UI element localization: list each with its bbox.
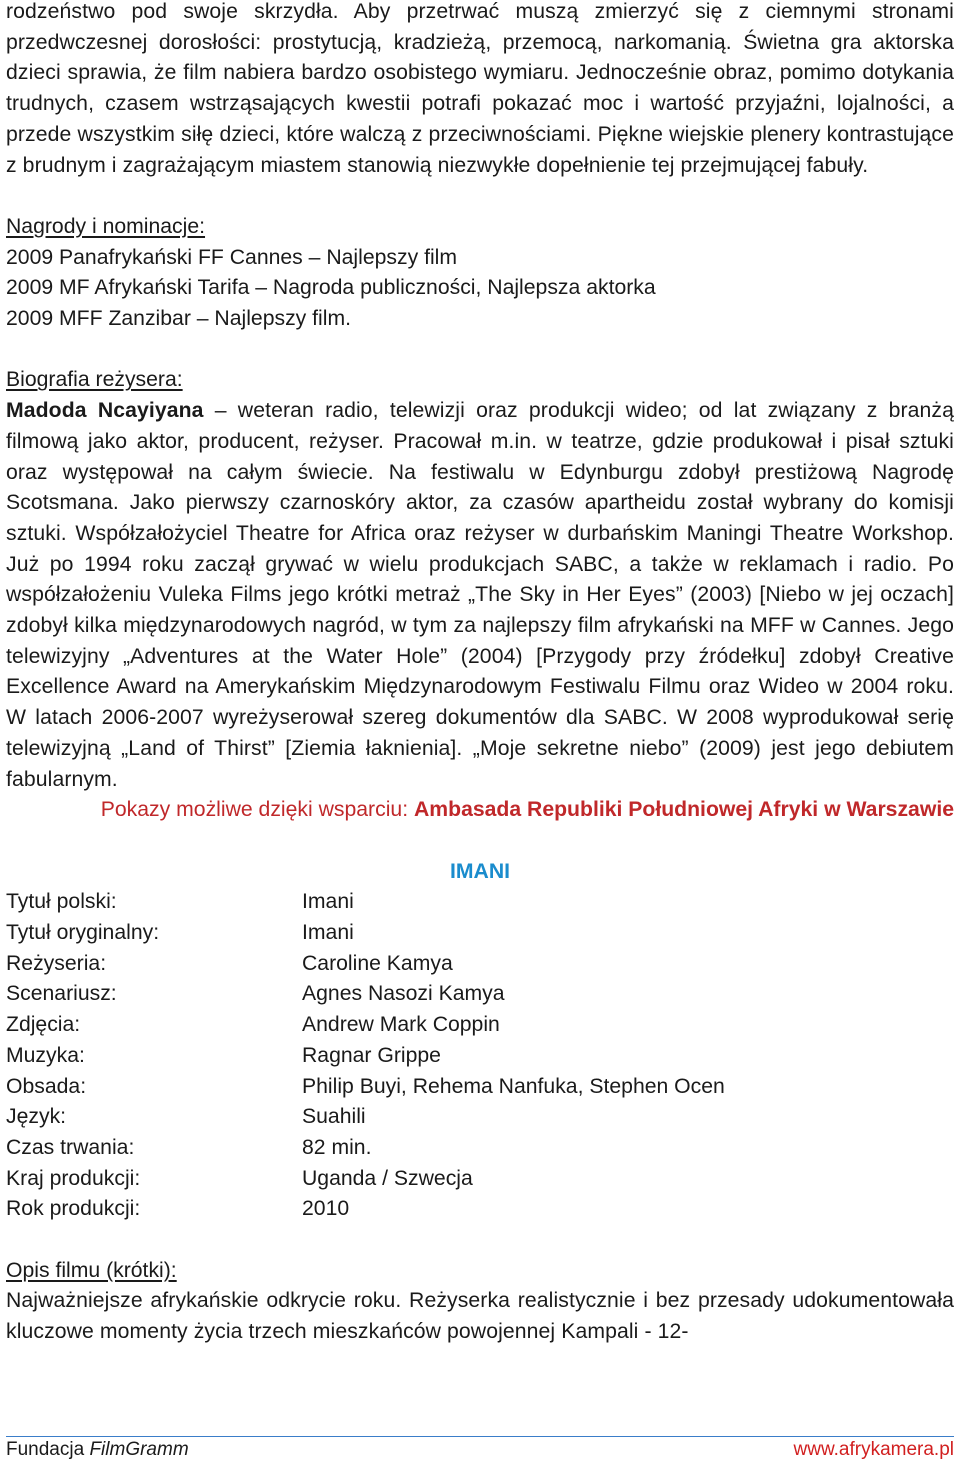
info-label: Tytuł oryginalny:: [6, 921, 160, 945]
description-heading: Opis filmu (krótki):: [6, 1258, 177, 1282]
info-label: Obsada:: [6, 1074, 87, 1098]
info-value: Imani: [302, 921, 354, 945]
info-value: Uganda / Szwecja: [302, 1166, 473, 1190]
info-value: Caroline Kamya: [302, 951, 453, 975]
info-value: Philip Buyi, Rehema Nanfuka, Stephen Ocen: [302, 1074, 725, 1098]
info-label: Język:: [6, 1105, 67, 1129]
info-value: Ragnar Grippe: [302, 1043, 441, 1067]
info-row: [6, 949, 954, 980]
info-label: Rok produkcji:: [6, 1197, 141, 1221]
info-row: [6, 1072, 954, 1103]
info-row: [6, 1164, 954, 1195]
info-row: [6, 1041, 954, 1072]
info-row: [6, 1194, 954, 1225]
info-value: Andrew Mark Coppin: [302, 1013, 500, 1037]
info-row: [6, 979, 954, 1010]
info-value: 2010: [302, 1197, 350, 1221]
award-item: 2009 MF Afrykański Tarifa – Nagroda publiczności, Najlepsza aktorka: [6, 276, 656, 300]
info-value: Imani: [302, 890, 354, 914]
support-label: Pokazy możliwe dzięki wsparciu:: [100, 798, 414, 822]
awards-heading: Nagrody i nominacje:: [6, 214, 206, 238]
director-name: Madoda Ncayiyana: [6, 399, 204, 423]
website-link[interactable]: www.afrykamera.pl: [793, 1439, 954, 1460]
intro-paragraph: rodzeństwo pod swoje skrzydła. Aby przetrwać muszą zmierzyć się z ciemnymi stronami przedwczesnej dorosłości: prostytucją, kradzieżą, przemocą, narkomanią. Świetna gra aktorska dzieci sprawia, że film nabiera bardzo osobistego wymiaru. Jednocześnie obraz, pomimo dotykania trudnych, czasem wstrząsających kwestii potrafi pokazać moc i wartość przyjaźni, lojalności, a przede wszystkim siłę dzieci, które walczą z przeciwnościami. Piękne wiejskie plenery kontrastujące z brudnym i zagrażającym miastem stanowią niezwykłe dopełnienie tej przejmującej fabuły.: [6, 0, 954, 177]
bio-heading: Biografia reżysera:: [6, 368, 183, 392]
film-info-table: [6, 887, 954, 1225]
film-title: IMANI: [449, 859, 511, 883]
page-footer: [6, 1436, 954, 1463]
info-row: [6, 918, 954, 949]
document-page: [6, 0, 954, 1348]
info-row: [6, 1133, 954, 1164]
info-label: Tytuł polski:: [6, 890, 117, 914]
support-sponsor: Ambasada Republiki Południowej Afryki w Warszawie: [413, 798, 954, 822]
info-row: [6, 887, 954, 918]
bio-text: – weteran radio, telewizji oraz produkcji wideo; od lat związany z branżą filmową jako aktor, producent, reżyser. Pracował m.in. w teatrze, gdzie produkował i pisał sztuki oraz występował na całym świecie. Na festiwalu w Edynburgu zdobył prestiżową Nagrodę Scotsmana. Jako pierwszy czarnoskóry aktor, za czasów apartheidu został wybrany do komisji sztuki. Współzałożyciel Theatre for Africa oraz reżyser w durbańskim Maningi Theatre Workshop. Już po 1994 roku zaczął grywać w wielu produkcjach SABC, a także w reklamach i radio. Po współzałożeniu Vuleka Films jego krótki metraż „The Sky in Her Eyes” (2003) [Niebo w jej oczach] zdobył kilka międzynarodowych nagród, w tym za najlepszy film afrykański na MFF w Cannes. Jego telewizyjny „Adventures at the Water Hole” (2004) [Przygody przy źródełku] zdobył Creative Excellence Award na Amerykańskim Międzynarodowym Festiwalu Filmu oraz Wideo w 2004 roku. W latach 2006-2007 wyreżyserował szereg dokumentów dla SABC. W 2008 wyprodukował serię telewizyjną „Land of Thirst” [Ziemia łaknienia]. „Moje sekretne niebo” (2009) jest jego debiutem fabularnym.: [6, 399, 954, 791]
info-label: Scenariusz:: [6, 982, 117, 1006]
info-value: Agnes Nasozi Kamya: [302, 982, 505, 1006]
info-row: [6, 1102, 954, 1133]
description-paragraph: Najważniejsze afrykańskie odkrycie roku. Reżyserka realistycznie i bez przesady udokumentowała kluczowe momenty życia trzech mieszkańców powojennej Kampali - 12-: [6, 1289, 954, 1344]
foundation-brand: FilmGramm: [89, 1439, 189, 1460]
info-label: Muzyka:: [6, 1043, 85, 1067]
award-item: 2009 MFF Zanzibar – Najlepszy film.: [6, 307, 352, 331]
info-value: Suahili: [302, 1105, 366, 1129]
foundation-name: [6, 1437, 189, 1463]
bio-paragraph: [6, 396, 954, 795]
info-label: Reżyseria:: [6, 951, 107, 975]
foundation-prefix: Fundacja: [6, 1439, 90, 1460]
info-row: [6, 1010, 954, 1041]
info-value: 82 min.: [302, 1135, 372, 1159]
info-label: Zdjęcia:: [6, 1013, 81, 1037]
info-label: Kraj produkcji:: [6, 1166, 141, 1190]
award-item: 2009 Panafrykański FF Cannes – Najlepszy film: [6, 245, 458, 269]
support-credit: [6, 795, 954, 826]
info-label: Czas trwania:: [6, 1135, 135, 1159]
